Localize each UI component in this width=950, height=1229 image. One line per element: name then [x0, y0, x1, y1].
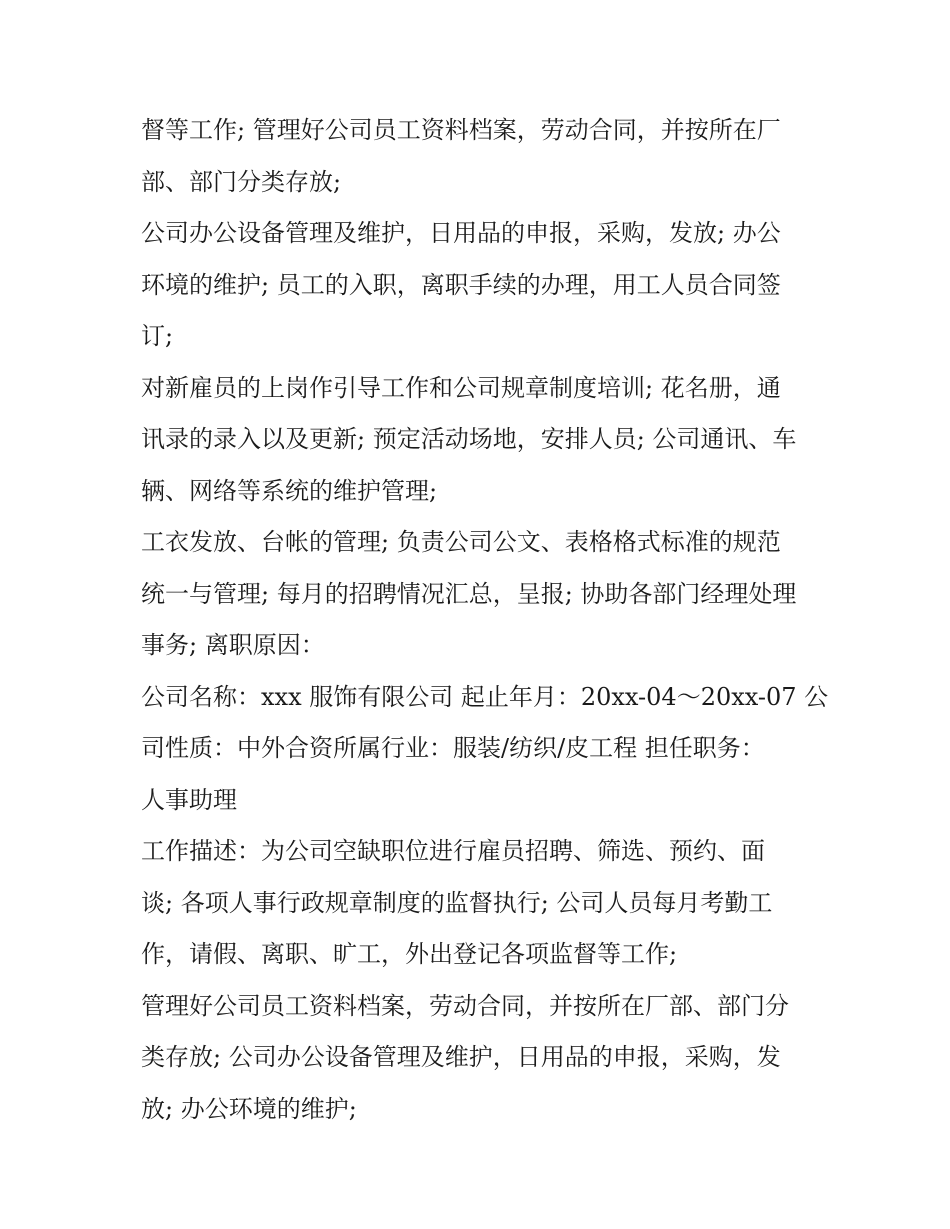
text-line: 讯录的录入以及更新; 预定活动场地，安排人员; 公司通讯、车 [141, 425, 797, 453]
text-line: 谈; 各项人事行政规章制度的监督执行; 公司人员每月考勤工 [141, 888, 773, 917]
text-line: 人事助理 [141, 785, 237, 814]
text-line: 辆、网络等系统的维护管理; [141, 476, 438, 505]
text-line: 工作描述：为公司空缺职位进行雇员招聘、筛选、预约、面 [141, 837, 765, 865]
text-line: 类存放; 公司办公设备管理及维护，日用品的申报，采购，发 [141, 1043, 781, 1071]
text-line: 公司名称：xxx 服饰有限公司 起止年月：20xx-04～20xx-07 公 [141, 682, 829, 711]
text-line: 司性质：中外合资所属行业：服装/纺织/皮工程 担任职务： [141, 734, 765, 762]
text-line: 督等工作; 管理好公司员工资料档案，劳动合同，并按所在厂 [141, 116, 781, 144]
text-line: 公司办公设备管理及维护，日用品的申报，采购，发放; 办公 [141, 219, 781, 247]
text-line: 放; 办公环境的维护; [141, 1094, 357, 1123]
text-line: 事务; 离职原因： [141, 631, 325, 659]
text-line: 部、部门分类存放; [141, 167, 342, 196]
text-line: 环境的维护; 员工的入职，离职手续的办理，用工人员合同签 [141, 270, 781, 299]
document-body [141, 105, 829, 1135]
text-line: 统一与管理; 每月的招聘情况汇总，呈报; 协助各部门经理处理 [141, 579, 797, 608]
text-line: 订; [141, 322, 174, 350]
text-line: 对新雇员的上岗作引导工作和公司规章制度培训; 花名册，通 [141, 373, 781, 402]
text-line: 工衣发放、台帐的管理; 负责公司公文、表格格式标准的规范 [141, 528, 781, 556]
text-line: 作，请假、离职、旷工，外出登记各项监督等工作; [141, 940, 678, 968]
text-line: 管理好公司员工资料档案，劳动合同，并按所在厂部、部门分 [141, 991, 789, 1020]
